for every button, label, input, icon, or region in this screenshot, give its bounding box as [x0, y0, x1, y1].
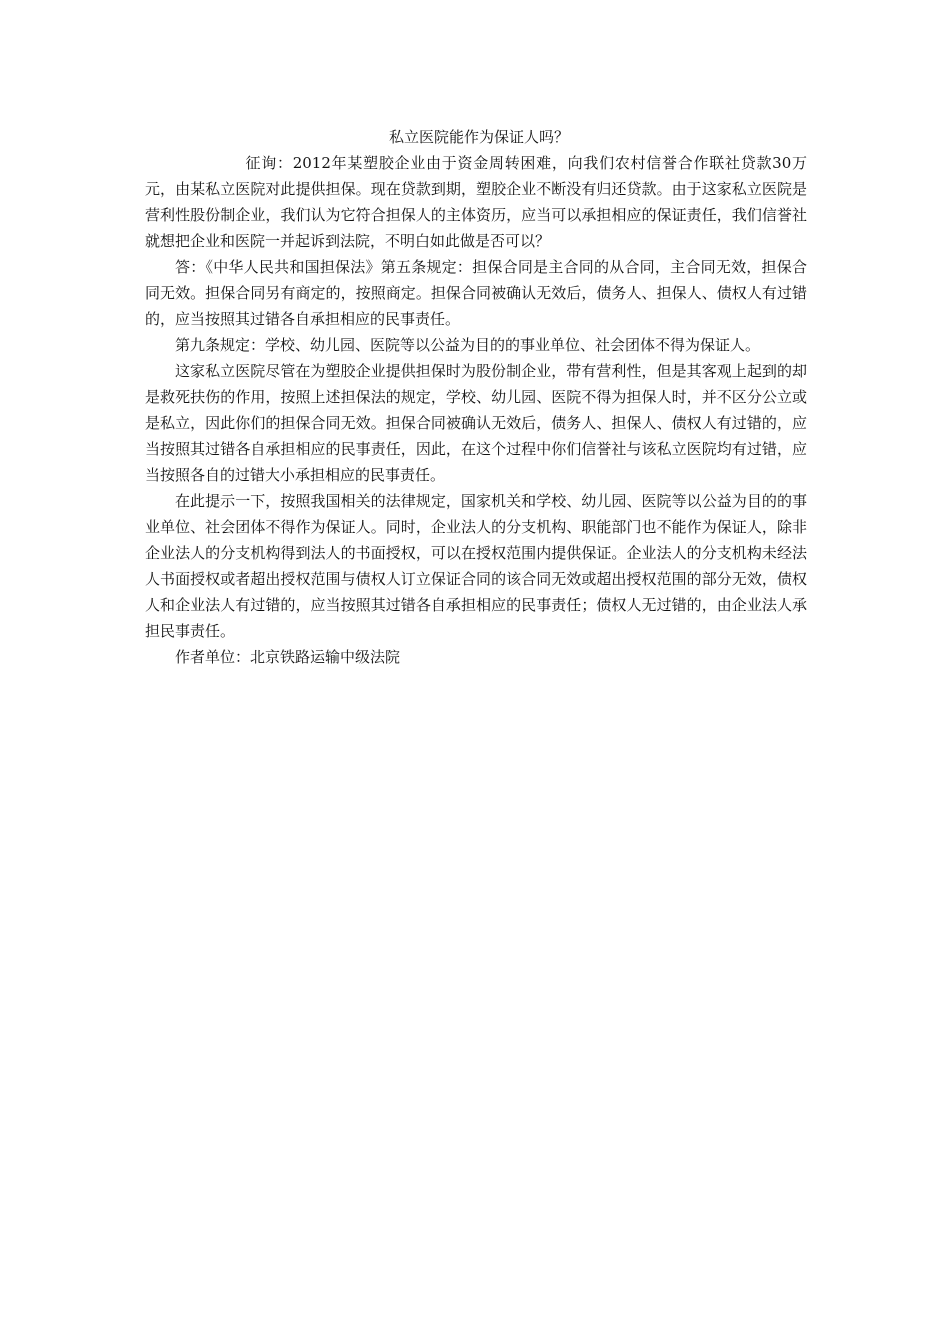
paragraph-reminder: 在此提示一下，按照我国相关的法律规定，国家机关和学校、幼儿园、医院等以公益为目的的事业单位、社会团体不得作为保证人。同时，企业法人的分支机构、职能部门也不能作为保证人，除非企业法人的分支机构得到法人的书面授权，可以在授权范围内提供保证。企业法人的分支机构未经法人书面授权或者超出授权范围与债权人订立保证合同的该合同无效或超出授权范围的部分无效，债权人和企业法人有过错的，应当按照其过错各自承担相应的民事责任；债权人无过错的，由企业法人承担民事责任。 [145, 492, 807, 640]
paragraph-author-unit: 作者单位：北京铁路运输中级法院 [175, 648, 401, 666]
document-body [145, 124, 807, 670]
paragraph-inquiry: 征询：2012年某塑胶企业由于资金周转困难，向我们农村信誉合作联社贷款30万元，由某私立医院对此提供担保。现在贷款到期，塑胶企业不断没有归还贷款。由于这家私立医院是营利性股份制企业，我们认为它符合担保人的主体资历，应当可以承担相应的保证责任，我们信誉社就想把企业和医院一并起诉到法院，不明白如此做是否可以？ [145, 154, 807, 250]
paragraph-answer: 答：《中华人民共和国担保法》第五条规定：担保合同是主合同的从合同，主合同无效，担保合同无效。担保合同另有商定的，按照商定。担保合同被确认无效后，债务人、担保人、债权人有过错的，应当按照其过错各自承担相应的民事责任。 [145, 258, 807, 328]
paragraph-article-nine: 第九条规定：学校、幼儿园、医院等以公益为目的的事业单位、社会团体不得为保证人。 [175, 336, 761, 354]
paragraph-analysis: 这家私立医院尽管在为塑胶企业提供担保时为股份制企业，带有营利性，但是其客观上起到的却是救死扶伤的作用，按照上述担保法的规定，学校、幼儿园、医院不得为担保人时，并不区分公立或是私立，因此你们的担保合同无效。担保合同被确认无效后，债务人、担保人、债权人有过错的，应当按照其过错各自承担相应的民事责任，因此，在这个过程中你们信誉社与该私立医院均有过错，应当按照各自的过错大小承担相应的民事责任。 [145, 362, 807, 484]
page-title: 私立医院能作为保证人吗？ [388, 128, 569, 146]
